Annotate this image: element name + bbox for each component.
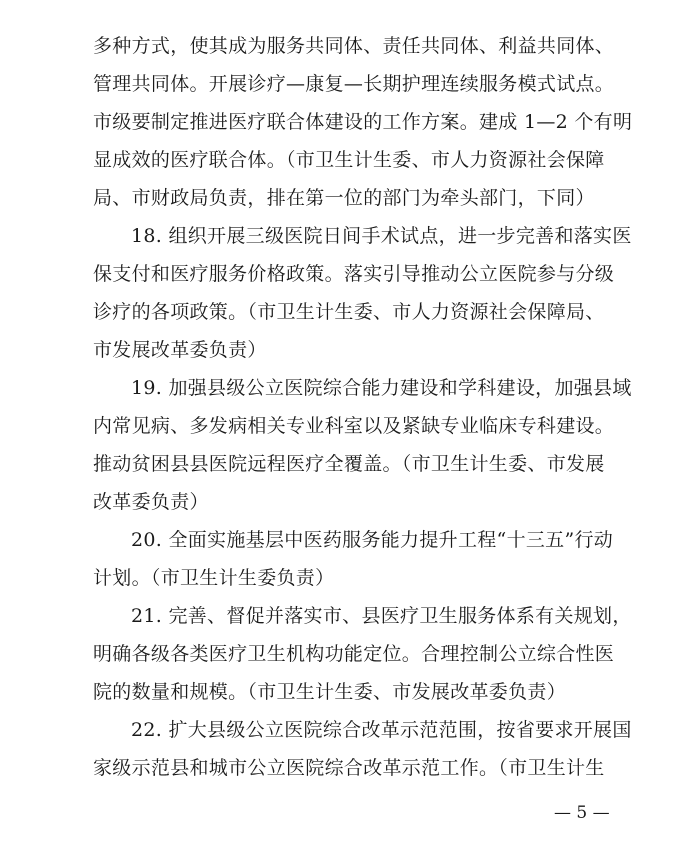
paragraph-20-first-line: 20. 全面实施基层中医药服务能力提升工程“十三五”行动: [131, 529, 614, 551]
text-line: 内常见病、多发病相关专业科室以及紧缺专业临床专科建设。: [93, 415, 615, 437]
text-line: 改革委负责）: [93, 491, 209, 513]
text-line: 市发展改革委负责）: [93, 339, 267, 361]
text-line: 管理共同体。开展诊疗—康复—长期护理连续服务模式试点。: [93, 73, 615, 95]
text-line: 推动贫困县县医院远程医疗全覆盖。（市卫生计生委、市发展: [93, 453, 605, 475]
text-line: 局、市财政局负责，排在第一位的部门为牵头部门，下同）: [93, 187, 595, 209]
text-line: 计划。（市卫生计生委负责）: [93, 567, 335, 589]
text-line: 多种方式，使其成为服务共同体、责任共同体、利益共同体、: [93, 35, 615, 57]
text-line: 诊疗的各项政策。（市卫生计生委、市人力资源社会保障局、: [93, 301, 605, 323]
text-line: 家级示范县和城市公立医院综合改革示范工作。（市卫生计生: [93, 757, 605, 779]
text-line: 院的数量和规模。（市卫生计生委、市发展改革委负责）: [93, 681, 567, 703]
page-number: — 5 —: [554, 803, 610, 823]
paragraph-19-first-line: 19. 加强县级公立医院综合能力建设和学科建设，加强县域: [131, 377, 632, 399]
text-line: 保支付和医疗服务价格政策。落实引导推动公立医院参与分级: [93, 263, 615, 285]
paragraph-22-first-line: 22. 扩大县级公立医院综合改革示范范围，按省要求开展国: [131, 719, 632, 741]
paragraph-21-first-line: 21. 完善、督促并落实市、县医疗卫生服务体系有关规划，: [131, 605, 632, 627]
paragraph-18-first-line: 18. 组织开展三级医院日间手术试点，进一步完善和落实医: [131, 225, 632, 247]
text-line: 显成效的医疗联合体。（市卫生计生委、市人力资源社会保障: [93, 149, 605, 171]
text-line: 市级要制定推进医疗联合体建设的工作方案。建成 1—2 个有明: [93, 111, 633, 133]
text-line: 明确各级各类医疗卫生机构功能定位。合理控制公立综合性医: [93, 643, 615, 665]
